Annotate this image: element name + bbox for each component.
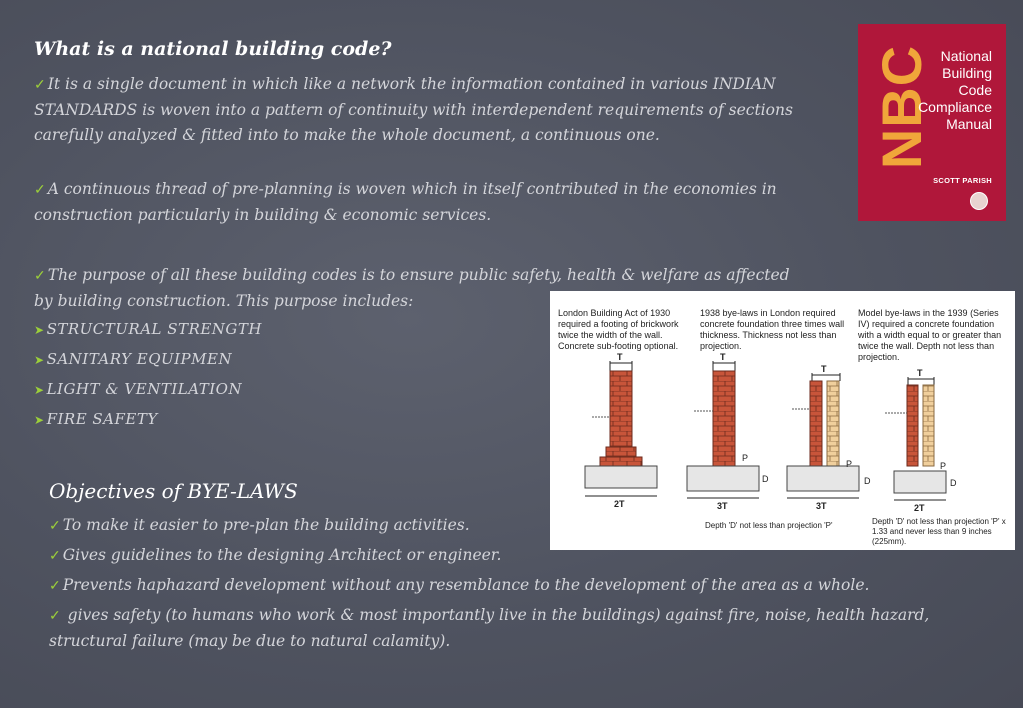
footing-drawing-1938-cavity xyxy=(787,364,871,511)
svg-text:2T: 2T xyxy=(614,499,625,509)
purpose-item: ➤ LIGHT & VENTILATION xyxy=(34,380,243,398)
paragraph-pre-planning: ✓ A continuous thread of pre-planning is woven which in itself contributed in the economies in construction particularly in building & economic services. xyxy=(34,180,777,224)
arrow-bullet-icon: ➤ xyxy=(34,413,45,427)
paragraph-purpose: ✓ The purpose of all these building codes is to ensure public safety, health & welfare as affected by building construction. This purpose includes: xyxy=(34,266,790,310)
arrow-bullet-icon: ➤ xyxy=(34,353,45,367)
checkmark-icon: ✓ xyxy=(49,608,61,624)
diagram-note-1938: Depth 'D' not less than projection 'P' xyxy=(705,521,833,530)
paragraph-definition: ✓ It is a single document in which like a network the information contained in various INDIAN STANDARDS is woven into a pattern of continuity with interdependent requirements of sections carefully analyzed & fitted into to make the whole document, a continuous one. xyxy=(34,75,793,144)
svg-text:T: T xyxy=(821,364,827,374)
purpose-item: ➤ STRUCTURAL STRENGTH xyxy=(34,320,262,338)
checkmark-icon: ✓ xyxy=(49,518,61,534)
section-heading-national-building-code: What is a national building code? xyxy=(34,38,392,60)
svg-text:T: T xyxy=(617,352,623,362)
footing-drawing-1938 xyxy=(687,352,769,511)
checkmark-icon: ✓ xyxy=(34,268,46,284)
svg-text:T: T xyxy=(720,352,726,362)
foundation-diagram-image xyxy=(550,291,1015,550)
cover-title: National Building Code Compliance Manual xyxy=(918,48,992,132)
svg-text:2T: 2T xyxy=(914,503,925,513)
section-heading-objectives: Objectives of BYE-LAWS xyxy=(49,479,298,503)
diagram-caption-1938: 1938 bye-laws in London required concrete foundation three times wall thickness. Thickness not less than projection. xyxy=(700,308,845,351)
svg-text:D: D xyxy=(950,478,957,488)
svg-text:3T: 3T xyxy=(717,501,728,511)
cover-author: SCOTT PARISH xyxy=(933,176,992,185)
svg-text:T: T xyxy=(917,368,923,378)
publisher-logo-icon xyxy=(970,192,988,210)
purpose-item: ➤ FIRE SAFETY xyxy=(34,410,158,428)
nbc-book-cover-image xyxy=(858,24,1006,221)
svg-text:P: P xyxy=(742,453,749,463)
diagram-note-1939: Depth 'D' not less than projection 'P' x 1.33 and never less than 9 inches (225mm). xyxy=(872,517,1006,546)
checkmark-icon: ✓ xyxy=(34,77,46,93)
objective-item: ✓ Gives guidelines to the designing Architect or engineer. xyxy=(49,546,502,564)
cover-nbc-letters: NBC xyxy=(870,44,934,170)
checkmark-icon: ✓ xyxy=(49,548,61,564)
diagram-caption-1939: Model bye-laws in the 1939 (Series IV) required a concrete foundation with a width equal to or greater than twice the wall. Depth not less than projection. xyxy=(858,308,1002,362)
svg-text:D: D xyxy=(762,474,769,484)
objective-item: ✓ Prevents haphazard development without any resemblance to the development of the area as a whole. xyxy=(49,576,870,594)
purpose-item: ➤ SANITARY EQUIPMEN xyxy=(34,350,233,368)
checkmark-icon: ✓ xyxy=(49,578,61,594)
svg-text:3T: 3T xyxy=(816,501,827,511)
svg-text:P: P xyxy=(940,461,947,471)
arrow-bullet-icon: ➤ xyxy=(34,383,45,397)
footing-drawing-1930 xyxy=(585,352,657,509)
arrow-bullet-icon: ➤ xyxy=(34,323,45,337)
svg-text:P: P xyxy=(846,459,853,469)
objective-item: ✓ To make it easier to pre-plan the building activities. xyxy=(49,516,470,534)
checkmark-icon: ✓ xyxy=(34,182,46,198)
svg-text:D: D xyxy=(864,476,871,486)
objective-item: ✓ gives safety (to humans who work & most importantly live in the buildings) against fire, noise, health hazard, structural failure (may be due to natural calamity). xyxy=(49,606,930,650)
footing-drawing-1939 xyxy=(885,368,957,513)
foundation-drawings xyxy=(550,291,1015,550)
diagram-caption-1930: London Building Act of 1930 required a footing of brickwork twice the width of the wall. Concrete sub-footing optional. xyxy=(558,308,679,351)
